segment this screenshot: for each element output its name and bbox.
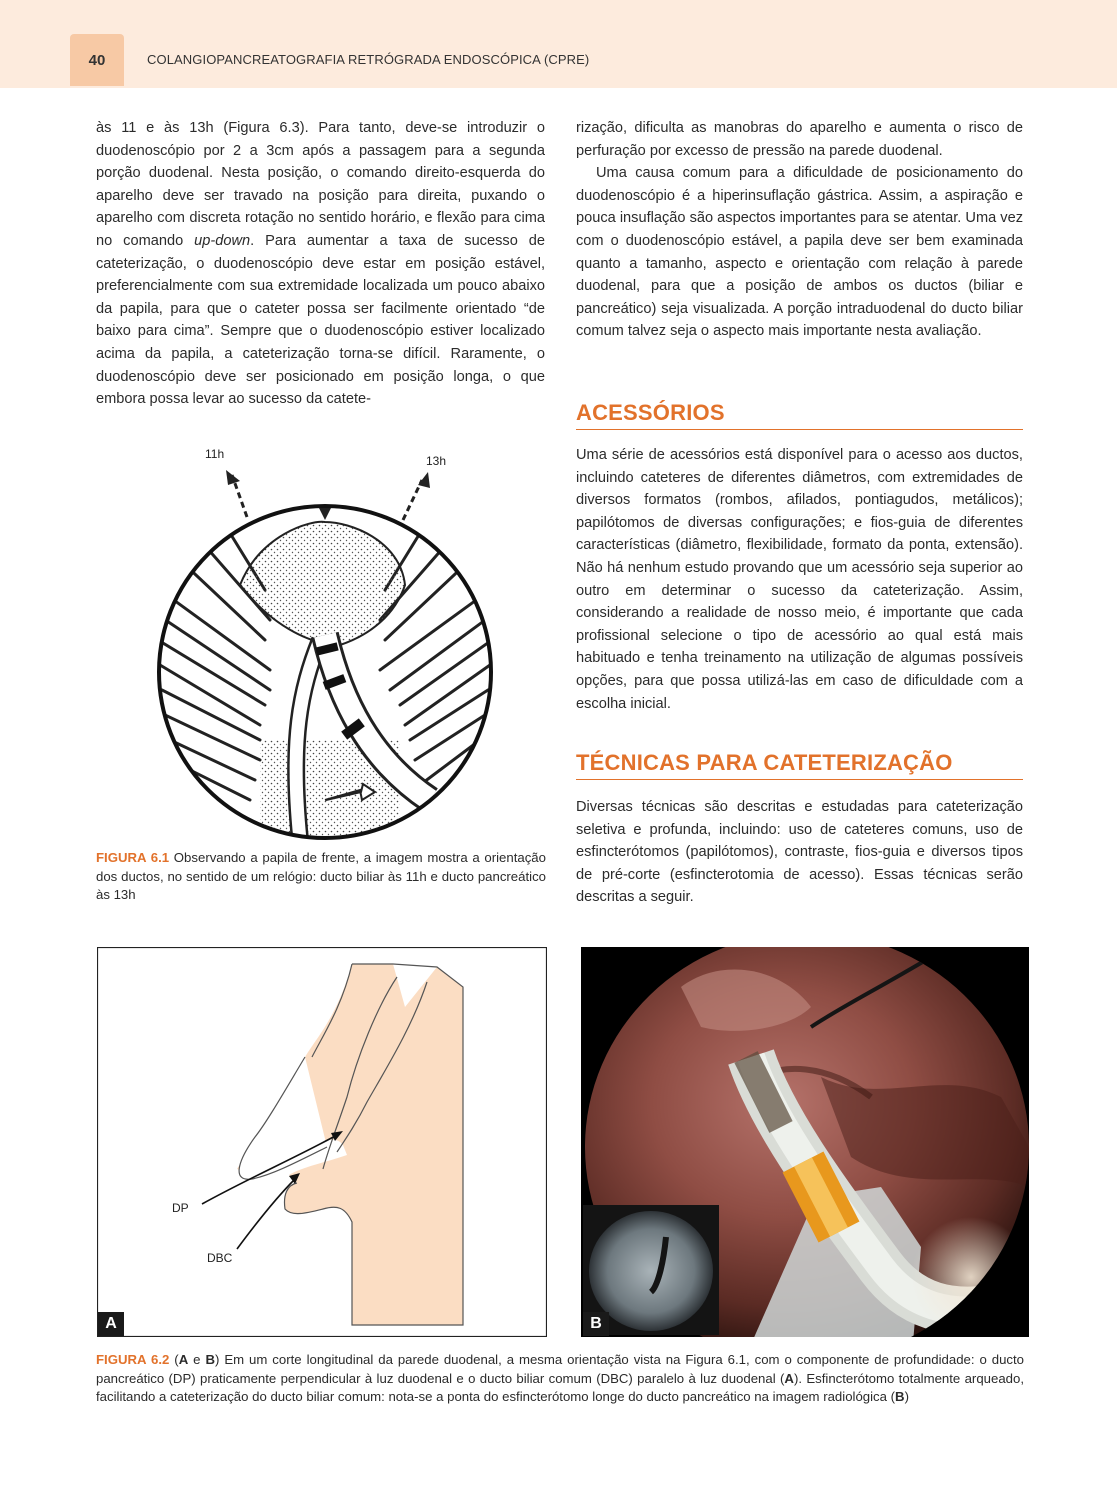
label-11h: 11h — [205, 447, 225, 461]
acessorios-text — [576, 444, 1023, 715]
label-dbc: DBC — [207, 1251, 233, 1265]
figure-6-1-caption: FIGURA 6.1 Observando a papila de frente, a imagem mostra a orientação dos ductos, no sentido de um relógio: ducto biliar às 11h e ducto pancreático às 13h — [96, 850, 546, 902]
right-column-text — [576, 117, 1023, 343]
tecnicas-text — [576, 796, 1023, 909]
section-heading-tecnicas: TÉCNICAS PARA CATETERIZAÇÃO — [576, 750, 1023, 780]
label-13h: 13h — [426, 454, 447, 468]
paragraph: Uma causa comum para a dificuldade de posicionamento do duodenoscópio é a hiperinsuflação gástrica. Assim, a aspiração e pouca insuflação são aspectos importantes para se atentar. Uma vez com o duodenoscópio estável, a papila deve ser bem examinada quanto a tamanho, aspecto e orientação com relação à parede duodenal, para que a posição de ambos os ductos (biliar e pancreático) seja visualizada. A porção intraduodenal do ducto biliar comum talvez seja o aspecto mais importante nesta avaliação. — [576, 165, 1023, 340]
section-heading-acessorios: ACESSÓRIOS — [576, 400, 1023, 430]
paragraph: Diversas técnicas são descritas e estudadas para cateterização seletiva e profunda, incluindo: uso de cateteres comuns, uso de esfincterótomos (papilótomos), contraste, fios-guia e diversos tipos de pré-corte (esfincterotomia de acesso). Essas técnicas serão descritas a seguir. — [576, 799, 1023, 906]
paragraph: rização, dificulta as manobras do aparelho e aumenta o risco de perfuração por excesso de pressão na parede duodenal. — [576, 120, 1023, 159]
panel-label-a: A — [98, 1312, 124, 1336]
left-column-text — [96, 117, 545, 411]
paragraph: Uma série de acessórios está disponível para o acesso aos ductos, incluindo cateteres de diferentes diâmetros, com extremidades de diversos formatos (rombos, afilados, pontiagudos, metálicos); papilótomos de diversas configurações; e fios-guia de diferentes características (diâmetro, flexibilidade, formato da ponta, extensão). Não há nenhum estudo provando que um acessório seja superior ao outro em determinar o sucesso da cateterização. Assim, considerando a realidade de nosso meio, é importante que cada profissional selecione o tipo de acessório ao qual está mais habituado e tenha treinamento na utilização de algumas possíveis opções, para que possa utilizá-las em caso de dificuldade com a escolha inicial. — [576, 447, 1023, 712]
paragraph: às 11 e às 13h (Figura 6.3). Para tanto, deve-se introduzir o duodenoscópio por 2 a 3cm após a passagem para a segunda porção duodenal. Nesta posição, o comando direito-esquerda do aparelho deve ser travado na posição para direita, puxando o aparelho com discreta rotação no sentido horário, e flexão para cima no comando up-down. Para aumentar a taxa de sucesso de cateterização, o duodenoscópio deve estar em posição estável, preferencialmente com sua extremidade localizada um pouco abaixo da papila, para que o cateter possa ser facilmente orientado “de baixo para cima”. Sempre que o duodenoscópio estiver localizado acima da papila, a cateterização torna-se difícil. Raramente, o duodenoscópio deve ser posicionado em posição longa, o que embora possa levar ao sucesso da catete- — [96, 120, 545, 408]
figure-6-2-caption: FIGURA 6.2 (A e B) Em um corte longitudinal da parede duodenal, a mesma orientação vista na Figura 6.1, com o componente de profundidade: o ducto pancreático (DP) praticamente perpendicular à luz duodenal e o ducto biliar comum (DBC) paralelo à luz duodenal (A). Esfincterótomo totalmente arqueado, facilitando a cateterização do ducto biliar comum: nota-se a ponta do esfincterótomo longe do ducto pancreático na imagem radiológica (B) — [96, 1352, 1025, 1404]
figure-6-2a-diagram — [97, 947, 547, 1337]
figure-6-1-illustration — [150, 440, 500, 840]
page-number: 40 — [70, 34, 124, 86]
figure-6-2b-photo — [581, 947, 1029, 1337]
header-band — [0, 0, 1117, 88]
running-title: COLANGIOPANCREATOGRAFIA RETRÓGRADA ENDOSCÓPICA (CPRE) — [147, 52, 590, 67]
label-dp: DP — [172, 1201, 189, 1215]
panel-label-b: B — [583, 1312, 609, 1336]
